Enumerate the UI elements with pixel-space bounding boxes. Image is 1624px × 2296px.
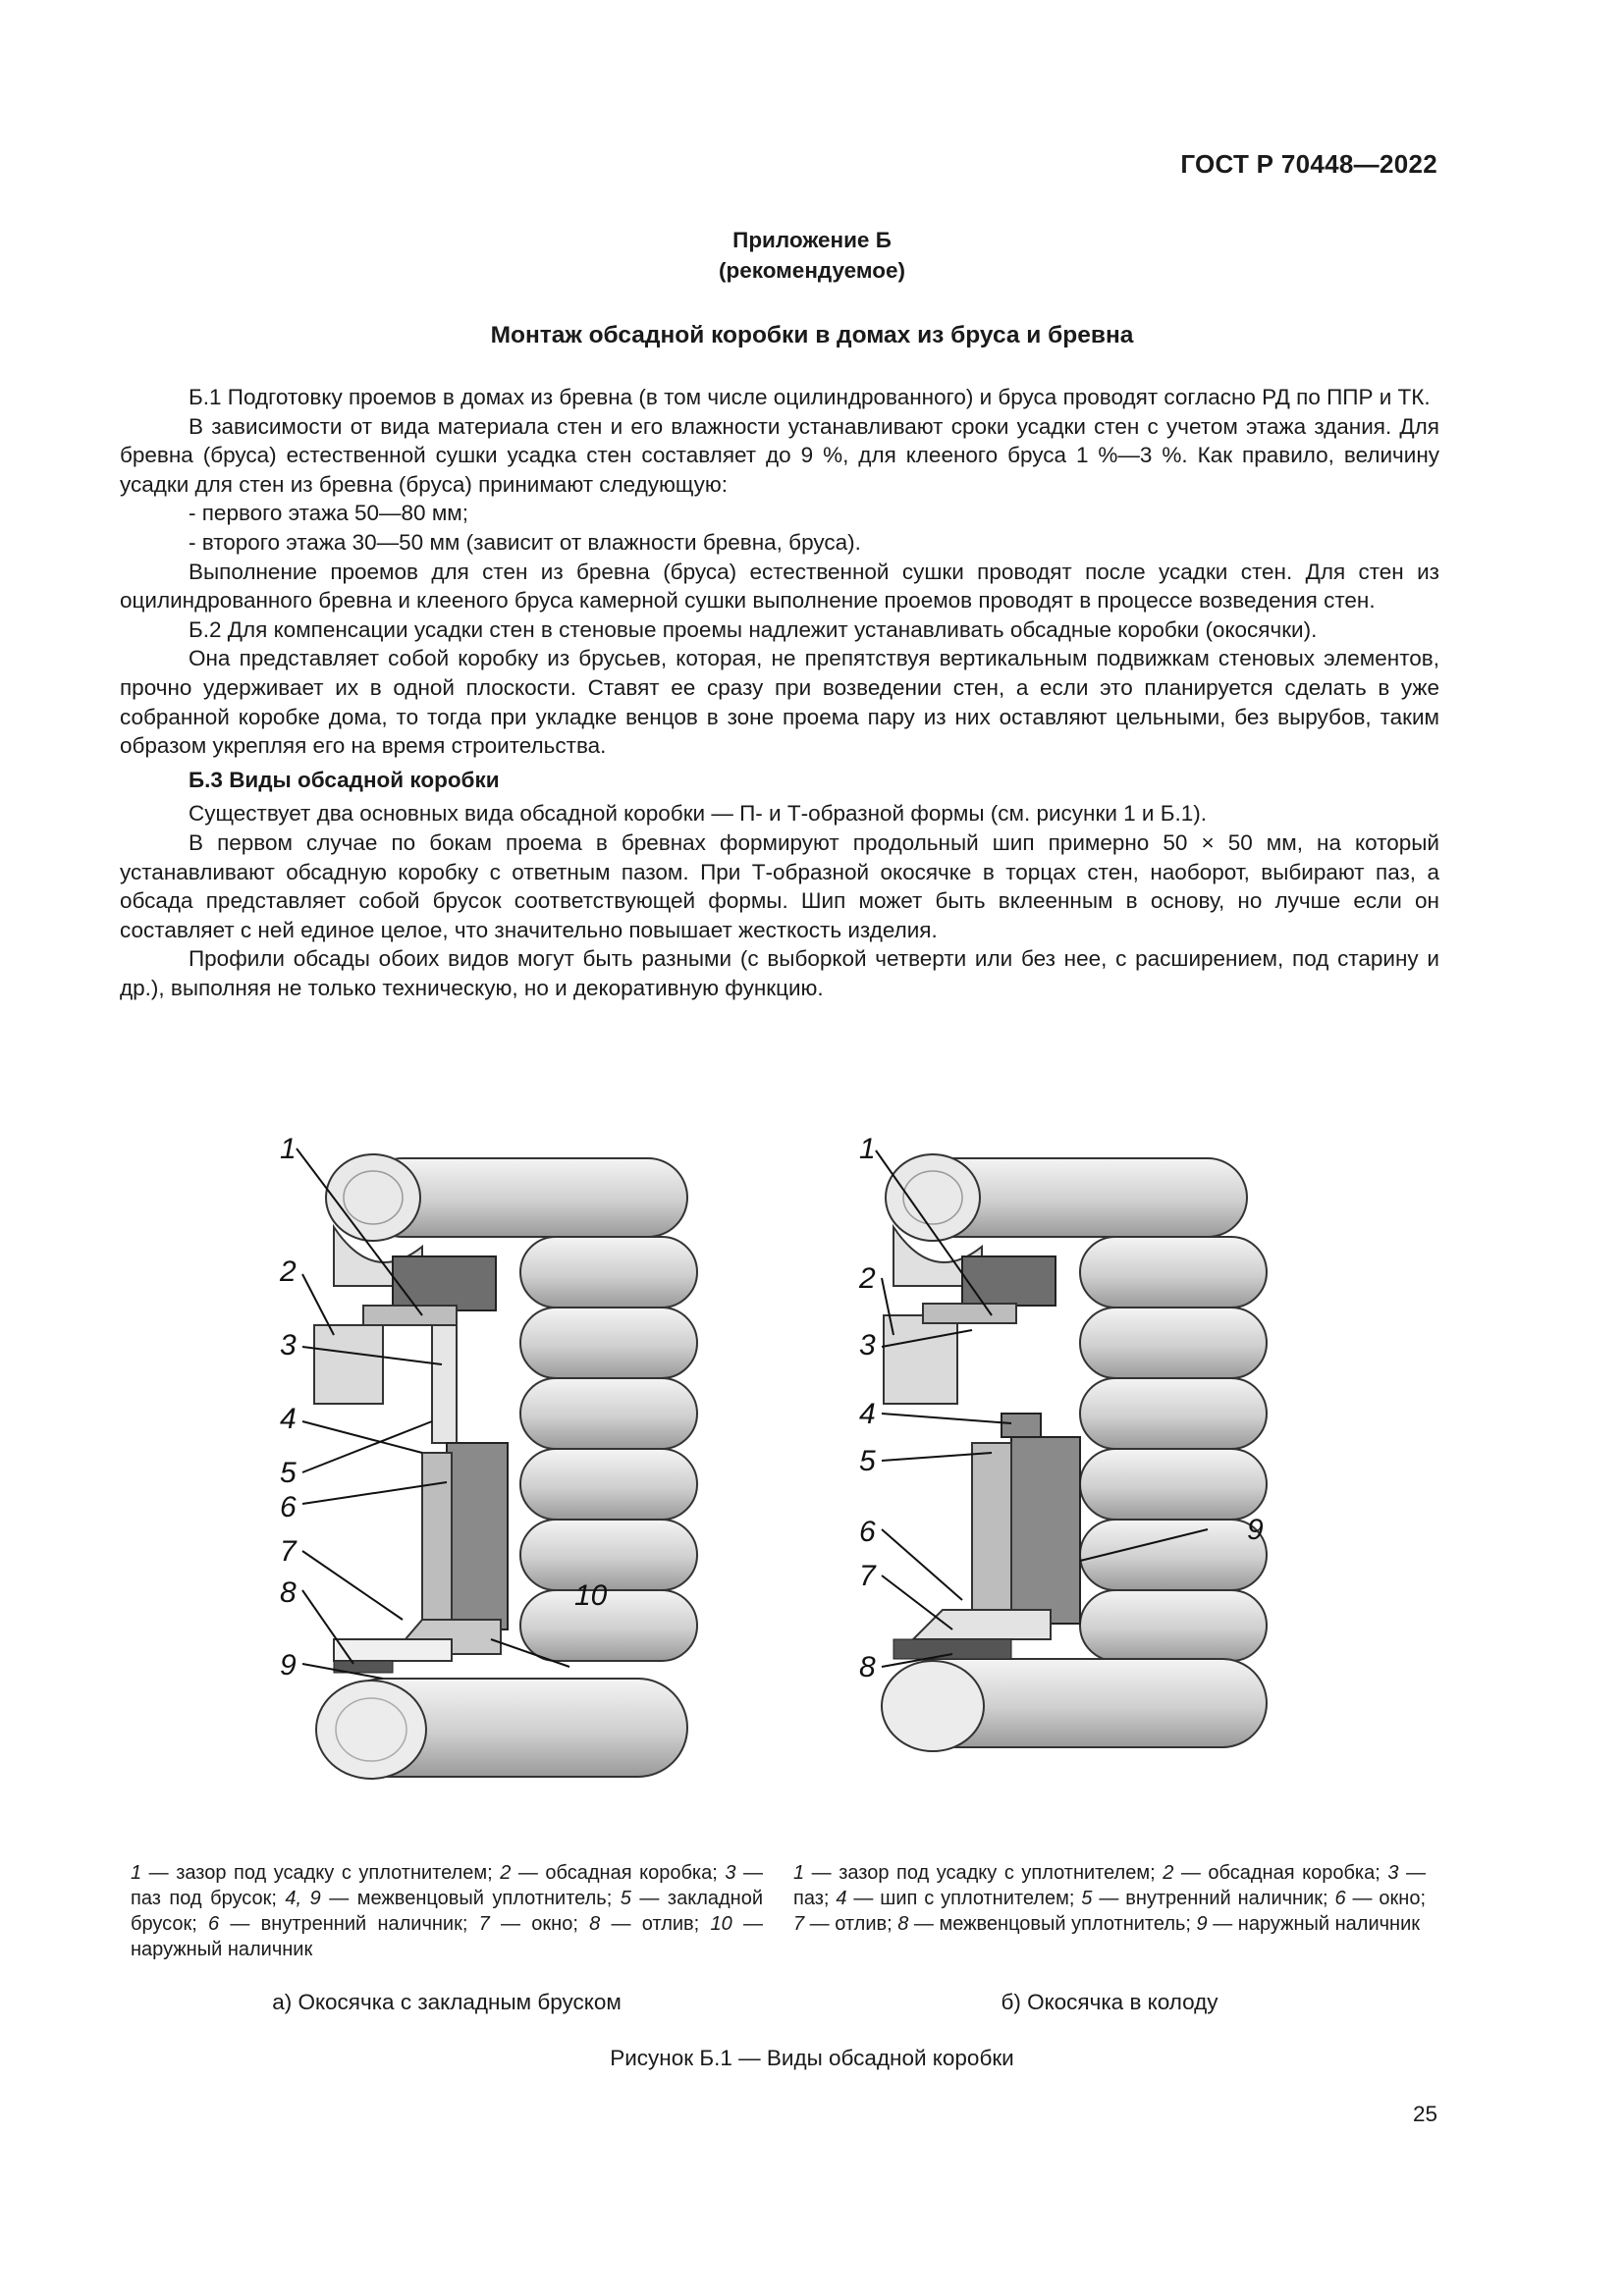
callout-1: 1 xyxy=(859,1133,876,1165)
legend-num: 9 xyxy=(1196,1913,1208,1935)
legend-num: 7 xyxy=(793,1913,805,1935)
legend-text: — шип с уплотнителем; xyxy=(846,1888,1082,1909)
list-item: - первого этажа 50—80 мм; xyxy=(189,501,469,526)
callout-7: 7 xyxy=(280,1535,297,1568)
legend-text: — паз; xyxy=(793,1862,1426,1909)
legend-text: — межвенцовый уплотнитель; xyxy=(320,1888,621,1909)
log-wall-bottom xyxy=(882,1659,1267,1751)
section-heading: Б.3 Виды обсадной коробки xyxy=(189,767,500,792)
legend-num: 4 xyxy=(836,1888,847,1909)
paragraph: Б.2 Для компенсации усадки стен в стеновые проемы надлежит устанавливать обсадные коробки (окосячки). xyxy=(189,616,1318,642)
legend-num: 3 xyxy=(725,1862,736,1884)
legend-num: 5 xyxy=(620,1888,631,1909)
list-item: - второго этажа 30—50 мм (зависит от влажности бревна, бруса). xyxy=(189,529,861,555)
appendix-status: (рекомендуемое) xyxy=(719,258,905,283)
callout-2: 2 xyxy=(280,1255,297,1288)
paragraph: Б.1 Подготовку проемов в домах из бревна (в том числе оцилиндрованного) и бруса проводят согласно РД по ППР и ТК. xyxy=(189,385,1431,409)
callout-8: 8 xyxy=(859,1651,876,1683)
log-wall-right xyxy=(1080,1237,1267,1661)
legend-num: 3 xyxy=(1387,1862,1399,1884)
paragraph: Существует два основных вида обсадной коробки — П- и Т-образной формы (см. рисунки 1 и Б.1). xyxy=(189,801,1207,827)
legend-num: 6 xyxy=(208,1913,220,1935)
paragraph: В первом случае по бокам проема в бревнах формируют продольный шип примерно 50 × 50 мм, на который устанавливают обсадную коробку с ответным пазом. При Т-образной окосячке в торцах стен, наоборот, выбирают паз, а обсада представляет собой брусок соответствующей формы. Шип может быть вклеенным в основу, но лучше если он составляет с ней единое целое, что значительно повышает жесткость изделия. xyxy=(120,829,1439,942)
callout-1: 1 xyxy=(280,1133,297,1165)
legend-text: — закладной брусок; xyxy=(131,1888,763,1935)
callout-3: 3 xyxy=(280,1329,297,1362)
callout-10: 10 xyxy=(574,1579,608,1612)
legend-text: — зазор под усадку с уплотнителем; xyxy=(141,1862,501,1884)
callout-8: 8 xyxy=(280,1576,297,1609)
document-code: ГОСТ Р 70448—2022 xyxy=(1180,149,1437,179)
legend-num: 8 xyxy=(589,1913,601,1935)
legend-text: — внутренний наличник; xyxy=(1092,1888,1335,1909)
figure-a-subcaption: а) Окосячка с закладным бруском xyxy=(272,1990,622,2014)
legend-text: — отлив; xyxy=(600,1913,711,1935)
paragraph: Выполнение проемов для стен из бревна (бруса) естественной сушки проводят после усадки стен. Для стен из оцилиндрованного бревна и клееного бруса камерной сушки выполнение проемов проводят в процессе возведения стен. xyxy=(120,559,1439,614)
legend-text: — межвенцовый уплотнитель; xyxy=(908,1913,1197,1935)
callout-2: 2 xyxy=(859,1262,876,1295)
legend-num: 6 xyxy=(1334,1888,1346,1909)
log-wall-right xyxy=(520,1237,697,1661)
legend-text: — обсадная коробка; xyxy=(1173,1862,1388,1884)
legend-text: — наружный наличник xyxy=(1207,1913,1420,1935)
paragraph: В зависимости от вида материала стен и его влажности устанавливают сроки усадки стен с учетом этажа здания. Для бревна (бруса) естественной сушки усадка стен составляет до 9 %, для клееного бруса 1 %—3 %. Как правило, величину усадки для стен из бревна (бруса) принимают следующую: xyxy=(120,413,1439,497)
legend-num: 5 xyxy=(1081,1888,1093,1909)
legend-num: 1 xyxy=(131,1862,142,1884)
callout-4: 4 xyxy=(859,1398,876,1430)
figure-a-illustration xyxy=(275,1129,717,1836)
figure-b-legend xyxy=(793,1860,1426,1937)
callout-5: 5 xyxy=(280,1457,297,1489)
legend-text: — внутренний наличник; xyxy=(219,1913,479,1935)
figure-b-subcaption: б) Окосячка в колоду xyxy=(1001,1990,1218,2014)
paragraph: Она представляет собой коробку из брусьев, которая, не препятствуя вертикальным подвижкам стеновых элементов, прочно удерживает их в одной плоскости. Ставят ее сразу при возведении стен, а если это планируется сделать в уже собранной коробке дома, то тогда при укладке венцов в зоне проема пару из них оставляют цельными, без вырубов, таким образом укрепляя его на время строительства. xyxy=(120,646,1439,759)
page-number: 25 xyxy=(1412,2102,1437,2126)
legend-text: — зазор под усадку с уплотнителем; xyxy=(804,1862,1164,1884)
legend-text: — отлив; xyxy=(804,1913,898,1935)
figure-title: Рисунок Б.1 — Виды обсадной коробки xyxy=(610,2046,1014,2070)
legend-num: 10 xyxy=(710,1913,732,1935)
callout-9: 9 xyxy=(1247,1514,1264,1546)
legend-text: — паз под брусок; xyxy=(131,1862,763,1909)
casing-frame xyxy=(314,1256,508,1673)
paragraph: Профили обсады обоих видов могут быть разными (с выборкой четверти или без нее, с расширением, под старину и др.), выполняя не только техническую, но и декоративную функцию. xyxy=(120,946,1439,1000)
callout-4: 4 xyxy=(280,1403,297,1435)
callout-6: 6 xyxy=(859,1516,876,1548)
legend-text: — обсадная коробка; xyxy=(511,1862,726,1884)
callout-7: 7 xyxy=(859,1560,876,1592)
legend-num: 2 xyxy=(500,1862,512,1884)
legend-text: — окно; xyxy=(1345,1888,1426,1909)
body-text xyxy=(120,383,1439,1002)
figure-a-legend xyxy=(131,1860,763,1962)
figure-b-illustration xyxy=(854,1129,1296,1816)
legend-text: — окно; xyxy=(489,1913,590,1935)
legend-text: — наружный наличник xyxy=(131,1913,763,1960)
legend-num: 7 xyxy=(478,1913,490,1935)
legend-num: 4, 9 xyxy=(285,1888,321,1909)
callout-6: 6 xyxy=(280,1491,297,1523)
legend-num: 8 xyxy=(897,1913,909,1935)
callout-3: 3 xyxy=(859,1329,876,1362)
appendix-label: Приложение Б xyxy=(732,228,892,252)
callout-9: 9 xyxy=(280,1649,297,1682)
log-wall-bottom xyxy=(316,1679,687,1779)
callout-5: 5 xyxy=(859,1445,876,1477)
legend-num: 1 xyxy=(793,1862,805,1884)
page-title: Монтаж обсадной коробки в домах из бруса и бревна xyxy=(490,322,1134,348)
legend-num: 2 xyxy=(1163,1862,1174,1884)
